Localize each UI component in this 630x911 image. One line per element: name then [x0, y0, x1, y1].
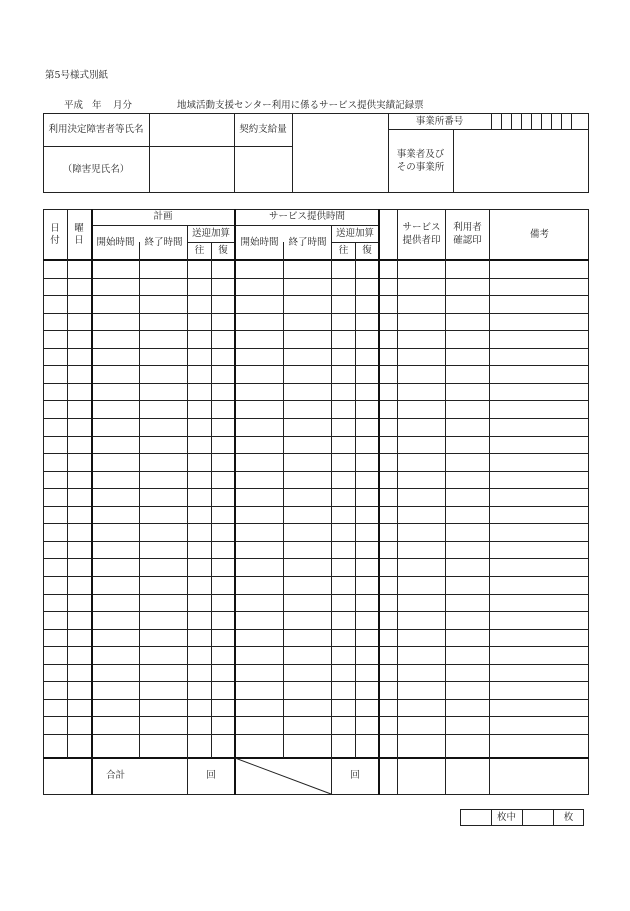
- provider-label-line2: その事業所: [396, 162, 445, 173]
- plan-end-time-header: 終了時間: [144, 237, 183, 248]
- provider-seal-header-2: 提供者印: [402, 235, 441, 246]
- total-label: 合計: [105, 770, 125, 781]
- service-return-header: 復: [362, 245, 372, 256]
- page-unit-label: 枚: [563, 812, 574, 823]
- user-seal-header-1: 利用者: [453, 222, 482, 233]
- service-transport-header: 送迎加算: [335, 228, 374, 239]
- service-end-time-header: 終了時間: [288, 237, 327, 248]
- total-diagonal: [235, 758, 332, 795]
- day-label-1: 日: [50, 223, 60, 234]
- service-record-table: [43, 209, 589, 795]
- form-number: 第5号様式別紙: [45, 70, 109, 81]
- service-time-header: サービス提供時間: [268, 211, 345, 222]
- recipient-name-label: 利用決定障害者等氏名: [48, 124, 144, 135]
- form-title: 地域活動支援センター利用に係るサービス提供実績記録票: [177, 100, 424, 111]
- office-number-label: 事業所番号: [415, 116, 464, 127]
- plan-outbound-header: 往: [194, 245, 205, 256]
- page-of-label: 枚中: [496, 812, 516, 823]
- user-seal-header-2: 確認印: [453, 235, 482, 246]
- remarks-header: 備考: [529, 229, 549, 240]
- day-label-2: 付: [50, 235, 60, 246]
- plan-start-time-header: 開始時間: [96, 237, 135, 248]
- plan-transport-header: 送迎加算: [191, 228, 230, 239]
- era-label: 平成: [64, 100, 84, 111]
- plan-header: 計画: [153, 211, 173, 222]
- weekday-label-1: 曜: [74, 223, 84, 234]
- contract-amount-label: 契約支給量: [239, 124, 287, 135]
- service-outbound-header: 往: [338, 245, 349, 256]
- service-times-unit: 回: [350, 770, 360, 781]
- month-label: 月分: [113, 100, 133, 111]
- child-name-label: （障害児氏名）: [62, 164, 130, 175]
- weekday-label-2: 日: [74, 235, 84, 246]
- year-label: 年: [92, 100, 102, 111]
- plan-times-unit: 回: [206, 770, 216, 781]
- plan-return-header: 復: [218, 245, 228, 256]
- provider-seal-header-1: サービス: [402, 222, 441, 233]
- service-start-time-header: 開始時間: [240, 237, 279, 248]
- provider-label-line1: 事業者及び: [396, 149, 445, 160]
